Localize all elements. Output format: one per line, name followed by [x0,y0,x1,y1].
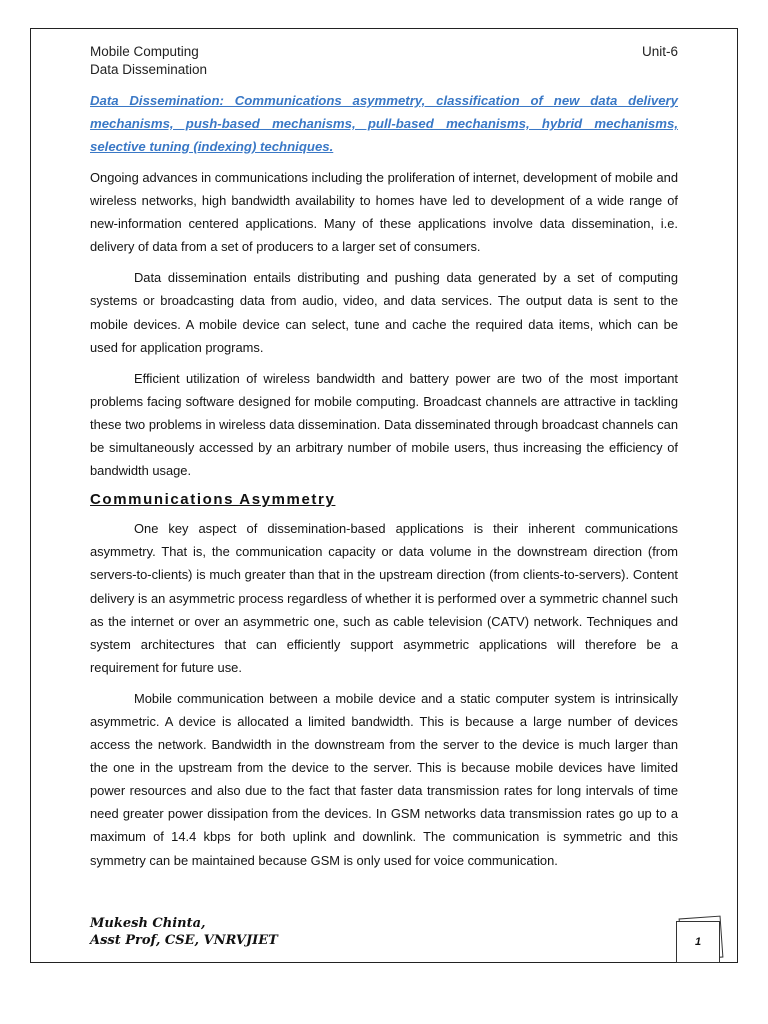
paragraph-section-2: Mobile communication between a mobile device and a static computer system is intrinsically asymmetric. A device is allocated a limited bandwidth. This is because a large number of devices access the network. Bandwidth in the downstream from the server to the device is much larger than the one in the upstream from the device to the server. This is because mobile devices have limited power resources and also due to the fact that faster data transmission rates for long intervals of time need greater power dissipation from the devices. In GSM networks data transmission rates go up to a maximum of 14.4 kbps for both uplink and downlink. The communication is symmetric and this symmetry can be maintained because GSM is only used for voice communication. [90,690,678,868]
header-course: Mobile Computing [90,44,199,59]
paragraph-section-1: One key aspect of dissemination-based applications is their inherent communications asymmetry. That is, the communication capacity or data volume in the downstream direction (from servers-to-clients) is much greater than that in the upstream direction (from clients-to-servers). Content delivery is an asymmetric process regardless of whether it is performed over a symmetric channel such as the internet or over an asymmetric one, such as cable television (CATV) network. Techniques and system architectures that can efficiently support asymmetric applications will therefore be a requirement for future use. [90,521,678,675]
page-number-box [676,921,720,963]
paragraph-intro-2: Data dissemination entails distributing and pushing data generated by a set of computing systems or broadcasting data from audio, video, and data services. The output data is sent to the mobile devices. A mobile device can select, tune and cache the required data items, which can be used for application programs. [90,270,678,355]
header-unit: Unit-6 [641,44,678,59]
author-name: Mukesh Chinta, [90,916,206,931]
section-heading: Communications Asymmetry [90,491,336,509]
paragraph-intro-3: Efficient utilization of wireless bandwidth and battery power are two of the most important problems facing software designed for mobile computing. Broadcast channels are attractive in tackling these two problems in wireless data dissemination. Data disseminated through broadcast channels can be simultaneously accessed by an arbitrary number of mobile users, thus increasing the efficiency of bandwidth usage. [90,370,678,479]
topic-heading: Data Dissemination: Communications asymmetry, classification of new data delivery mechanisms, push-based mechanisms, pull-based mechanisms, hybrid mechanisms, selective tuning (indexing) techniques. [90,93,678,154]
header-topic: Data Dissemination [90,62,208,77]
page-number: 1 [694,936,702,948]
footer-author [90,915,278,949]
document-body [90,89,678,880]
author-title: Asst Prof, CSE, VNRVJIET [90,933,278,948]
paragraph-intro-1: Ongoing advances in communications including the proliferation of internet, development of mobile and wireless networks, high bandwidth availability to homes have led to development of a wide range of new-information centered applications. Many of these applications involve data dissemination, i.e. delivery of data from a set of producers to a larger set of consumers. [90,170,678,255]
running-header-left [90,43,207,79]
